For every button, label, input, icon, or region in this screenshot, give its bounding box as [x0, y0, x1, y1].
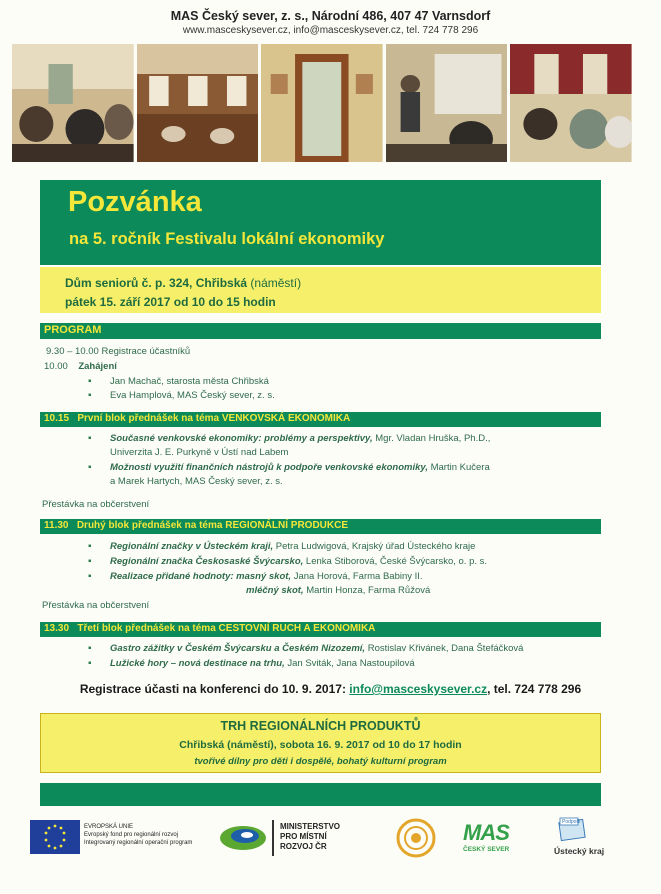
mas-logo-sub: ČESKÝ SEVER — [463, 846, 510, 853]
market-program: tvořivé dílny pro děti i dospělé, bohatý kulturní program — [194, 756, 447, 767]
block3-bar — [40, 622, 601, 637]
block2-talk-1: ▪ Regionální značky v Ústeckém kraji, Petra Ludwigová, Krajský úřad Ústeckého kraje — [110, 541, 475, 552]
ustecky-kraj-tag: Podpořil — [562, 819, 581, 825]
block3-talk-1: ▪ Gastro zážitky v Českém Švýcarsku a Českém Nizozemí, Rostislav Křivánek, Dana Štefáčková — [110, 643, 523, 654]
block1-talk-1-affil: Univerzita J. E. Purkyně v Ústí nad Labem — [110, 447, 289, 458]
block2-talk-3b: mléčný skot, Martin Honza, Farma Růžová — [246, 585, 431, 596]
tourist-region-logo-icon — [394, 816, 438, 860]
eu-line3: Integrovaný regionální operační program — [84, 840, 193, 846]
block1-talk-1: ▪ Současné venkovské ekonomiky: problémy a perspektivy, Mgr. Vladan Hruška, Ph.D., — [110, 433, 490, 444]
block1-heading: 10.15 První blok přednášek na téma VENKOVSKÁ EKONOMIKA — [44, 413, 351, 424]
footer-bar — [40, 783, 601, 806]
block2-talk-2: ▪ Regionální značka Českosaské Švýcarsko, Lenka Stiborová, České Švýcarsko, o. p. s. — [110, 556, 487, 567]
mmr-line2: PRO MÍSTNÍ — [280, 832, 327, 841]
registration-notice: Registrace účasti na konferenci do 10. 9. 2017: info@masceskysever.cz, tel. 724 778 296 — [79, 682, 582, 696]
photo-strip — [12, 44, 632, 162]
block3-talk-2: ▪ Lužické hory – nová destinace na trhu, Jan Sviták, Jana Nastoupilová — [110, 658, 415, 669]
photo-speaker — [386, 44, 508, 162]
block2-talk-3: ▪ Realizace přidané hodnoty: masný skot, Jana Horová, Farma Babiny II. — [110, 571, 423, 582]
mmr-line3: ROZVOJ ČR — [280, 842, 327, 851]
page-title: Pozvánka — [68, 186, 202, 218]
mmr-divider — [272, 820, 274, 856]
header-address: MAS Český sever, z. s., Národní 486, 407 47 Varnsdorf — [170, 9, 491, 23]
ustecky-kraj-label: Ústecký kraj — [554, 846, 605, 856]
mmr-line1: MINISTERSTVO — [280, 822, 341, 831]
opening-speaker-1: ▪ Jan Machač, starosta města Chřibská — [110, 376, 269, 387]
block1-talk-2: ▪ Možnosti využití finančních nástrojů k podpoře venkovské ekonomiky, Martin Kučera — [110, 462, 490, 473]
mmr-logo-icon — [218, 820, 268, 854]
eu-flag-icon — [30, 820, 80, 854]
photo-hall — [137, 44, 259, 162]
market-when: Chřibská (náměstí), sobota 16. 9. 2017 od 10 do 17 hodin — [179, 739, 462, 751]
program-heading-bar — [40, 323, 601, 339]
break-1: Přestávka na občerstvení — [42, 499, 150, 510]
venue-date: pátek 15. září 2017 od 10 do 15 hodin — [65, 295, 276, 309]
eu-line2: Evropský fond pro regionální rozvoj — [84, 832, 179, 838]
mmr-caption — [280, 822, 340, 852]
block3-heading: 13.30 Třetí blok přednášek na téma CESTOVNÍ RUCH A EKONOMIKA — [44, 623, 376, 634]
break-2: Přestávka na občerstvení — [42, 600, 150, 611]
block2-bar — [40, 519, 601, 534]
header-contacts: www.masceskysever.cz, info@masceskysever.cz, tel. 724 778 296 — [182, 25, 479, 36]
registration-line: 9.30 – 10.00 Registrace účastníků — [46, 346, 191, 357]
photo-doorway — [261, 44, 383, 162]
photo-audience — [12, 44, 134, 162]
registration-email-link[interactable]: info@masceskysever.cz — [349, 682, 488, 696]
page-subtitle: na 5. ročník Festivalu lokální ekonomiky — [69, 230, 385, 248]
program-heading: PROGRAM — [44, 324, 102, 336]
opening-line: 10.00 Zahájení — [44, 361, 117, 372]
photo-audience-rear — [510, 44, 632, 162]
mas-logo-text: MAS — [463, 820, 509, 845]
eu-caption — [84, 823, 214, 847]
block1-bar — [40, 412, 601, 427]
block1-talk-2-affil: a Marek Hartych, MAS Český sever, z. s. — [110, 476, 283, 487]
block2-heading: 11.30 Druhý blok přednášek na téma REGIONÁLNÍ PRODUKCE — [44, 520, 349, 531]
eu-line1: EVROPSKÁ UNIE — [84, 824, 134, 830]
venue-place: Dům seniorů č. p. 324, Chřibská (náměstí) — [65, 276, 302, 290]
opening-speaker-2: ▪ Eva Hamplová, MAS Český sever, z. s. — [110, 390, 275, 401]
market-title: TRH REGIONÁLNÍCH PRODUKTŮ — [220, 719, 421, 733]
